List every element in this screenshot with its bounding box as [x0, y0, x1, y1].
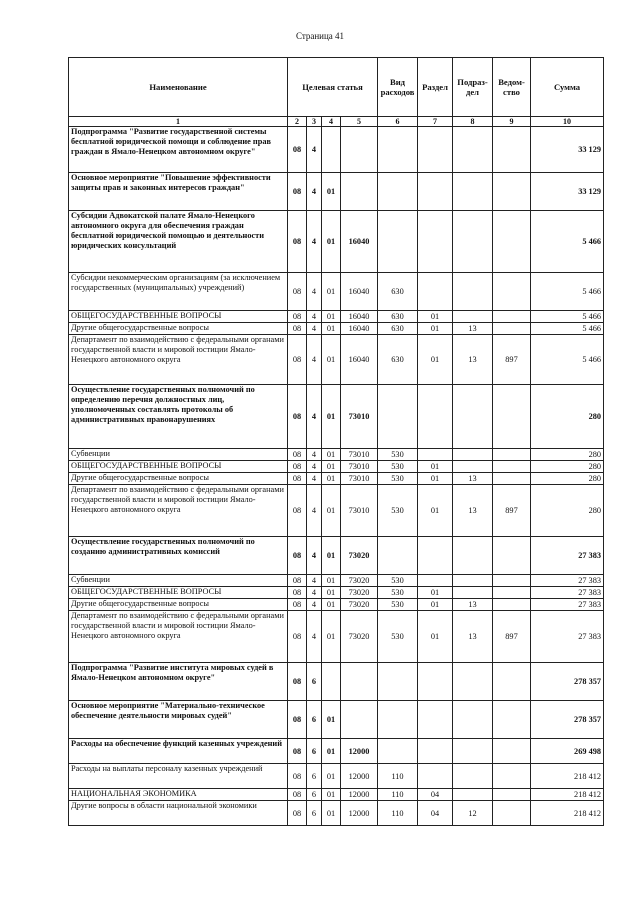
target-code-event: 01	[322, 473, 341, 485]
section-code	[418, 663, 453, 701]
subsection-code: 12	[453, 801, 493, 826]
target-code-event: 01	[322, 789, 341, 801]
target-code-event: 01	[322, 311, 341, 323]
row-sum: 280	[531, 485, 604, 537]
target-code-direction: 73010	[341, 449, 378, 461]
target-code-direction: 73020	[341, 587, 378, 599]
budget-table	[68, 57, 604, 826]
row-sum: 280	[531, 449, 604, 461]
expense-type-code	[378, 127, 418, 173]
target-code-program: 08	[288, 599, 307, 611]
target-code-subprogram: 4	[307, 575, 322, 587]
target-code-program: 08	[288, 663, 307, 701]
row-name: ОБЩЕГОСУДАРСТВЕННЫЕ ВОПРОСЫ	[69, 461, 288, 473]
section-code	[418, 701, 453, 739]
target-code-program: 08	[288, 335, 307, 385]
expense-type-code: 530	[378, 461, 418, 473]
header-sum: Сумма	[531, 58, 604, 117]
table-row	[69, 449, 604, 461]
header-target-article: Целевая статья	[288, 58, 378, 117]
expense-type-code: 630	[378, 335, 418, 385]
expense-type-code: 530	[378, 599, 418, 611]
target-code-program: 08	[288, 461, 307, 473]
expense-type-code: 530	[378, 485, 418, 537]
row-name: НАЦИОНАЛЬНАЯ ЭКОНОМИКА	[69, 789, 288, 801]
target-code-program: 08	[288, 173, 307, 211]
expense-type-code	[378, 739, 418, 764]
row-name: Расходы на обеспечение функций казенных учреждений	[69, 739, 288, 764]
row-name: Департамент по взаимодействию с федеральными органами государственной власти и мировой юстиции Ямало-Ненецкого автономного округа	[69, 485, 288, 537]
target-code-event: 01	[322, 764, 341, 789]
section-code	[418, 127, 453, 173]
table-row	[69, 385, 604, 449]
row-name: Другие общегосударственные вопросы	[69, 323, 288, 335]
row-sum: 33 129	[531, 127, 604, 173]
target-code-subprogram: 4	[307, 211, 322, 273]
row-name: Основное мероприятие "Повышение эффективности защиты прав и законных интересов граждан"	[69, 173, 288, 211]
target-code-subprogram: 4	[307, 611, 322, 663]
section-code: 01	[418, 587, 453, 599]
row-sum: 218 412	[531, 801, 604, 826]
target-code-event: 01	[322, 611, 341, 663]
target-code-subprogram: 6	[307, 764, 322, 789]
department-code	[493, 663, 531, 701]
target-code-event: 01	[322, 461, 341, 473]
target-code-subprogram: 4	[307, 127, 322, 173]
column-number: 6	[378, 117, 418, 127]
subsection-code	[453, 273, 493, 311]
target-code-event	[322, 127, 341, 173]
subsection-code	[453, 311, 493, 323]
table-row	[69, 599, 604, 611]
column-number: 9	[493, 117, 531, 127]
target-code-subprogram: 4	[307, 485, 322, 537]
page-number-header: Страница 41	[295, 31, 345, 41]
expense-type-code: 530	[378, 575, 418, 587]
target-code-event: 01	[322, 173, 341, 211]
row-name: Другие вопросы в области национальной экономики	[69, 801, 288, 826]
row-sum: 5 466	[531, 311, 604, 323]
department-code	[493, 701, 531, 739]
target-code-direction: 12000	[341, 739, 378, 764]
target-code-subprogram: 6	[307, 663, 322, 701]
table-row	[69, 789, 604, 801]
row-name: Подпрограмма "Развитие государственной системы бесплатной юридической помощи и соблюдение прав граждан в Ямало-Ненецком автономном округе"	[69, 127, 288, 173]
row-sum: 5 466	[531, 323, 604, 335]
row-sum: 27 383	[531, 587, 604, 599]
target-code-direction: 73010	[341, 461, 378, 473]
target-code-event: 01	[322, 449, 341, 461]
table-row	[69, 485, 604, 537]
target-code-event: 01	[322, 599, 341, 611]
section-code	[418, 449, 453, 461]
target-code-subprogram: 4	[307, 537, 322, 575]
row-sum: 27 383	[531, 575, 604, 587]
target-code-direction	[341, 127, 378, 173]
target-code-event: 01	[322, 323, 341, 335]
target-code-event: 01	[322, 335, 341, 385]
target-code-subprogram: 4	[307, 323, 322, 335]
table-row	[69, 663, 604, 701]
target-code-event: 01	[322, 587, 341, 599]
row-sum: 218 412	[531, 764, 604, 789]
target-code-program: 08	[288, 273, 307, 311]
department-code	[493, 461, 531, 473]
subsection-code	[453, 461, 493, 473]
section-code	[418, 173, 453, 211]
table-row	[69, 461, 604, 473]
expense-type-code: 530	[378, 611, 418, 663]
table-row	[69, 323, 604, 335]
table-row	[69, 587, 604, 599]
target-code-event: 01	[322, 701, 341, 739]
row-name: Осуществление государственных полномочий по определению перечня должностных лиц, уполномоченных составлять протоколы об административных правонарушениях	[69, 385, 288, 449]
target-code-program: 08	[288, 701, 307, 739]
department-code: 897	[493, 485, 531, 537]
section-code: 01	[418, 461, 453, 473]
column-number-row	[69, 117, 604, 127]
header-department: Ведом-ство	[493, 58, 531, 117]
target-code-program: 08	[288, 575, 307, 587]
column-number: 8	[453, 117, 493, 127]
expense-type-code: 530	[378, 473, 418, 485]
target-code-subprogram: 4	[307, 599, 322, 611]
header-name: Наименование	[69, 58, 288, 117]
target-code-event: 01	[322, 537, 341, 575]
department-code	[493, 323, 531, 335]
target-code-subprogram: 4	[307, 449, 322, 461]
target-code-program: 08	[288, 801, 307, 826]
target-code-direction: 73010	[341, 473, 378, 485]
target-code-subprogram: 6	[307, 801, 322, 826]
target-code-subprogram: 6	[307, 789, 322, 801]
row-name: Другие общегосударственные вопросы	[69, 473, 288, 485]
section-code: 01	[418, 323, 453, 335]
subsection-code	[453, 127, 493, 173]
target-code-subprogram: 4	[307, 173, 322, 211]
section-code	[418, 739, 453, 764]
target-code-program: 08	[288, 789, 307, 801]
subsection-code	[453, 575, 493, 587]
column-number: 10	[531, 117, 604, 127]
department-code	[493, 764, 531, 789]
subsection-code	[453, 789, 493, 801]
column-number: 7	[418, 117, 453, 127]
row-sum: 278 357	[531, 701, 604, 739]
target-code-subprogram: 4	[307, 473, 322, 485]
section-code: 01	[418, 311, 453, 323]
table-row	[69, 211, 604, 273]
department-code: 897	[493, 335, 531, 385]
department-code	[493, 127, 531, 173]
target-code-program: 08	[288, 537, 307, 575]
section-code	[418, 385, 453, 449]
department-code	[493, 739, 531, 764]
target-code-direction: 16040	[341, 211, 378, 273]
department-code	[493, 789, 531, 801]
target-code-subprogram: 4	[307, 461, 322, 473]
target-code-program: 08	[288, 485, 307, 537]
target-code-event: 01	[322, 485, 341, 537]
expense-type-code	[378, 663, 418, 701]
department-code	[493, 385, 531, 449]
row-sum: 27 383	[531, 611, 604, 663]
department-code	[493, 473, 531, 485]
target-code-direction: 73010	[341, 485, 378, 537]
row-sum: 27 383	[531, 537, 604, 575]
target-code-event: 01	[322, 739, 341, 764]
target-code-subprogram: 6	[307, 739, 322, 764]
row-sum: 278 357	[531, 663, 604, 701]
column-number: 4	[322, 117, 341, 127]
row-name: Расходы на выплаты персоналу казенных учреждений	[69, 764, 288, 789]
target-code-subprogram: 4	[307, 385, 322, 449]
section-code	[418, 273, 453, 311]
section-code: 01	[418, 611, 453, 663]
subsection-code	[453, 537, 493, 575]
target-code-subprogram: 4	[307, 311, 322, 323]
target-code-direction	[341, 701, 378, 739]
table-row	[69, 311, 604, 323]
subsection-code	[453, 701, 493, 739]
department-code	[493, 575, 531, 587]
target-code-direction: 16040	[341, 311, 378, 323]
subsection-code	[453, 764, 493, 789]
header-subsection: Подраз-дел	[453, 58, 493, 117]
target-code-direction: 12000	[341, 764, 378, 789]
row-sum: 218 412	[531, 789, 604, 801]
target-code-subprogram: 4	[307, 335, 322, 385]
row-name: Другие общегосударственные вопросы	[69, 599, 288, 611]
section-code: 01	[418, 473, 453, 485]
table-row	[69, 739, 604, 764]
subsection-code: 13	[453, 335, 493, 385]
target-code-direction: 73020	[341, 575, 378, 587]
section-code: 01	[418, 599, 453, 611]
row-name: Департамент по взаимодействию с федеральными органами государственной власти и мировой юстиции Ямало-Ненецкого автономного округа	[69, 335, 288, 385]
expense-type-code	[378, 173, 418, 211]
target-code-direction: 12000	[341, 801, 378, 826]
target-code-event: 01	[322, 211, 341, 273]
row-sum: 5 466	[531, 335, 604, 385]
table-row	[69, 173, 604, 211]
target-code-event: 01	[322, 385, 341, 449]
target-code-program: 08	[288, 127, 307, 173]
section-code	[418, 211, 453, 273]
row-sum: 269 498	[531, 739, 604, 764]
expense-type-code: 530	[378, 587, 418, 599]
section-code	[418, 537, 453, 575]
subsection-code: 13	[453, 323, 493, 335]
target-code-event: 01	[322, 575, 341, 587]
expense-type-code	[378, 385, 418, 449]
target-code-direction: 73010	[341, 385, 378, 449]
target-code-subprogram: 4	[307, 587, 322, 599]
target-code-subprogram: 6	[307, 701, 322, 739]
department-code	[493, 801, 531, 826]
target-code-event: 01	[322, 801, 341, 826]
row-name: ОБЩЕГОСУДАРСТВЕННЫЕ ВОПРОСЫ	[69, 311, 288, 323]
subsection-code	[453, 663, 493, 701]
table-body	[69, 127, 604, 826]
row-sum: 280	[531, 461, 604, 473]
target-code-direction: 12000	[341, 789, 378, 801]
target-code-program: 08	[288, 211, 307, 273]
target-code-direction: 73020	[341, 537, 378, 575]
department-code	[493, 311, 531, 323]
row-name: Субвенции	[69, 449, 288, 461]
section-code: 01	[418, 335, 453, 385]
expense-type-code	[378, 211, 418, 273]
expense-type-code: 110	[378, 801, 418, 826]
subsection-code	[453, 211, 493, 273]
target-code-program: 08	[288, 449, 307, 461]
expense-type-code	[378, 701, 418, 739]
table-header-row	[69, 58, 604, 117]
department-code: 897	[493, 611, 531, 663]
row-sum: 280	[531, 385, 604, 449]
table-row	[69, 701, 604, 739]
header-section: Раздел	[418, 58, 453, 117]
expense-type-code: 530	[378, 449, 418, 461]
subsection-code	[453, 449, 493, 461]
row-sum: 280	[531, 473, 604, 485]
table-row	[69, 764, 604, 789]
subsection-code: 13	[453, 485, 493, 537]
target-code-program: 08	[288, 739, 307, 764]
table-row	[69, 473, 604, 485]
section-code	[418, 575, 453, 587]
target-code-program: 08	[288, 323, 307, 335]
target-code-event: 01	[322, 273, 341, 311]
table-row	[69, 575, 604, 587]
target-code-subprogram: 4	[307, 273, 322, 311]
table-row	[69, 335, 604, 385]
target-code-direction: 73020	[341, 599, 378, 611]
subsection-code: 13	[453, 599, 493, 611]
target-code-program: 08	[288, 385, 307, 449]
subsection-code	[453, 385, 493, 449]
subsection-code	[453, 739, 493, 764]
table-row	[69, 801, 604, 826]
department-code	[493, 273, 531, 311]
subsection-code	[453, 587, 493, 599]
target-code-program: 08	[288, 611, 307, 663]
column-number: 2	[288, 117, 307, 127]
department-code	[493, 211, 531, 273]
subsection-code: 13	[453, 473, 493, 485]
subsection-code: 13	[453, 611, 493, 663]
row-sum: 5 466	[531, 211, 604, 273]
target-code-program: 08	[288, 311, 307, 323]
target-code-direction: 16040	[341, 323, 378, 335]
row-name: Департамент по взаимодействию с федеральными органами государственной власти и мировой юстиции Ямало-Ненецкого автономного округа	[69, 611, 288, 663]
table-row	[69, 611, 604, 663]
target-code-direction	[341, 663, 378, 701]
target-code-program: 08	[288, 473, 307, 485]
department-code	[493, 599, 531, 611]
row-name: Подпрограмма "Развитие института мировых судей в Ямало-Ненецком автономном округе"	[69, 663, 288, 701]
section-code: 04	[418, 789, 453, 801]
expense-type-code: 110	[378, 764, 418, 789]
section-code	[418, 764, 453, 789]
row-name: Осуществление государственных полномочий по созданию административных комиссий	[69, 537, 288, 575]
department-code	[493, 173, 531, 211]
target-code-direction: 73020	[341, 611, 378, 663]
table-row	[69, 127, 604, 173]
expense-type-code: 630	[378, 273, 418, 311]
expense-type-code: 110	[378, 789, 418, 801]
target-code-program: 08	[288, 764, 307, 789]
table-row	[69, 537, 604, 575]
header-expense-type: Вид расходов	[378, 58, 418, 117]
expense-type-code	[378, 537, 418, 575]
department-code	[493, 537, 531, 575]
row-sum: 5 466	[531, 273, 604, 311]
table-row	[69, 273, 604, 311]
column-number: 1	[69, 117, 288, 127]
section-code: 04	[418, 801, 453, 826]
column-number: 5	[341, 117, 378, 127]
row-name: Субсидии некоммерческим организациям (за исключением государственных (муниципальных) учреждений)	[69, 273, 288, 311]
department-code	[493, 587, 531, 599]
target-code-program: 08	[288, 587, 307, 599]
target-code-direction: 16040	[341, 273, 378, 311]
target-code-direction: 16040	[341, 335, 378, 385]
row-name: Основное мероприятие "Материально-техническое обеспечение деятельности мировых судей"	[69, 701, 288, 739]
subsection-code	[453, 173, 493, 211]
row-sum: 33 129	[531, 173, 604, 211]
row-name: Субсидии Адвокатской палате Ямало-Ненецкого автономного округа для обеспечения граждан бесплатной юридической помощью и деятельности юридических консультаций	[69, 211, 288, 273]
row-name: Субвенции	[69, 575, 288, 587]
expense-type-code: 630	[378, 323, 418, 335]
target-code-event	[322, 663, 341, 701]
row-sum: 27 383	[531, 599, 604, 611]
section-code: 01	[418, 485, 453, 537]
column-number: 3	[307, 117, 322, 127]
department-code	[493, 449, 531, 461]
expense-type-code: 630	[378, 311, 418, 323]
target-code-direction	[341, 173, 378, 211]
row-name: ОБЩЕГОСУДАРСТВЕННЫЕ ВОПРОСЫ	[69, 587, 288, 599]
